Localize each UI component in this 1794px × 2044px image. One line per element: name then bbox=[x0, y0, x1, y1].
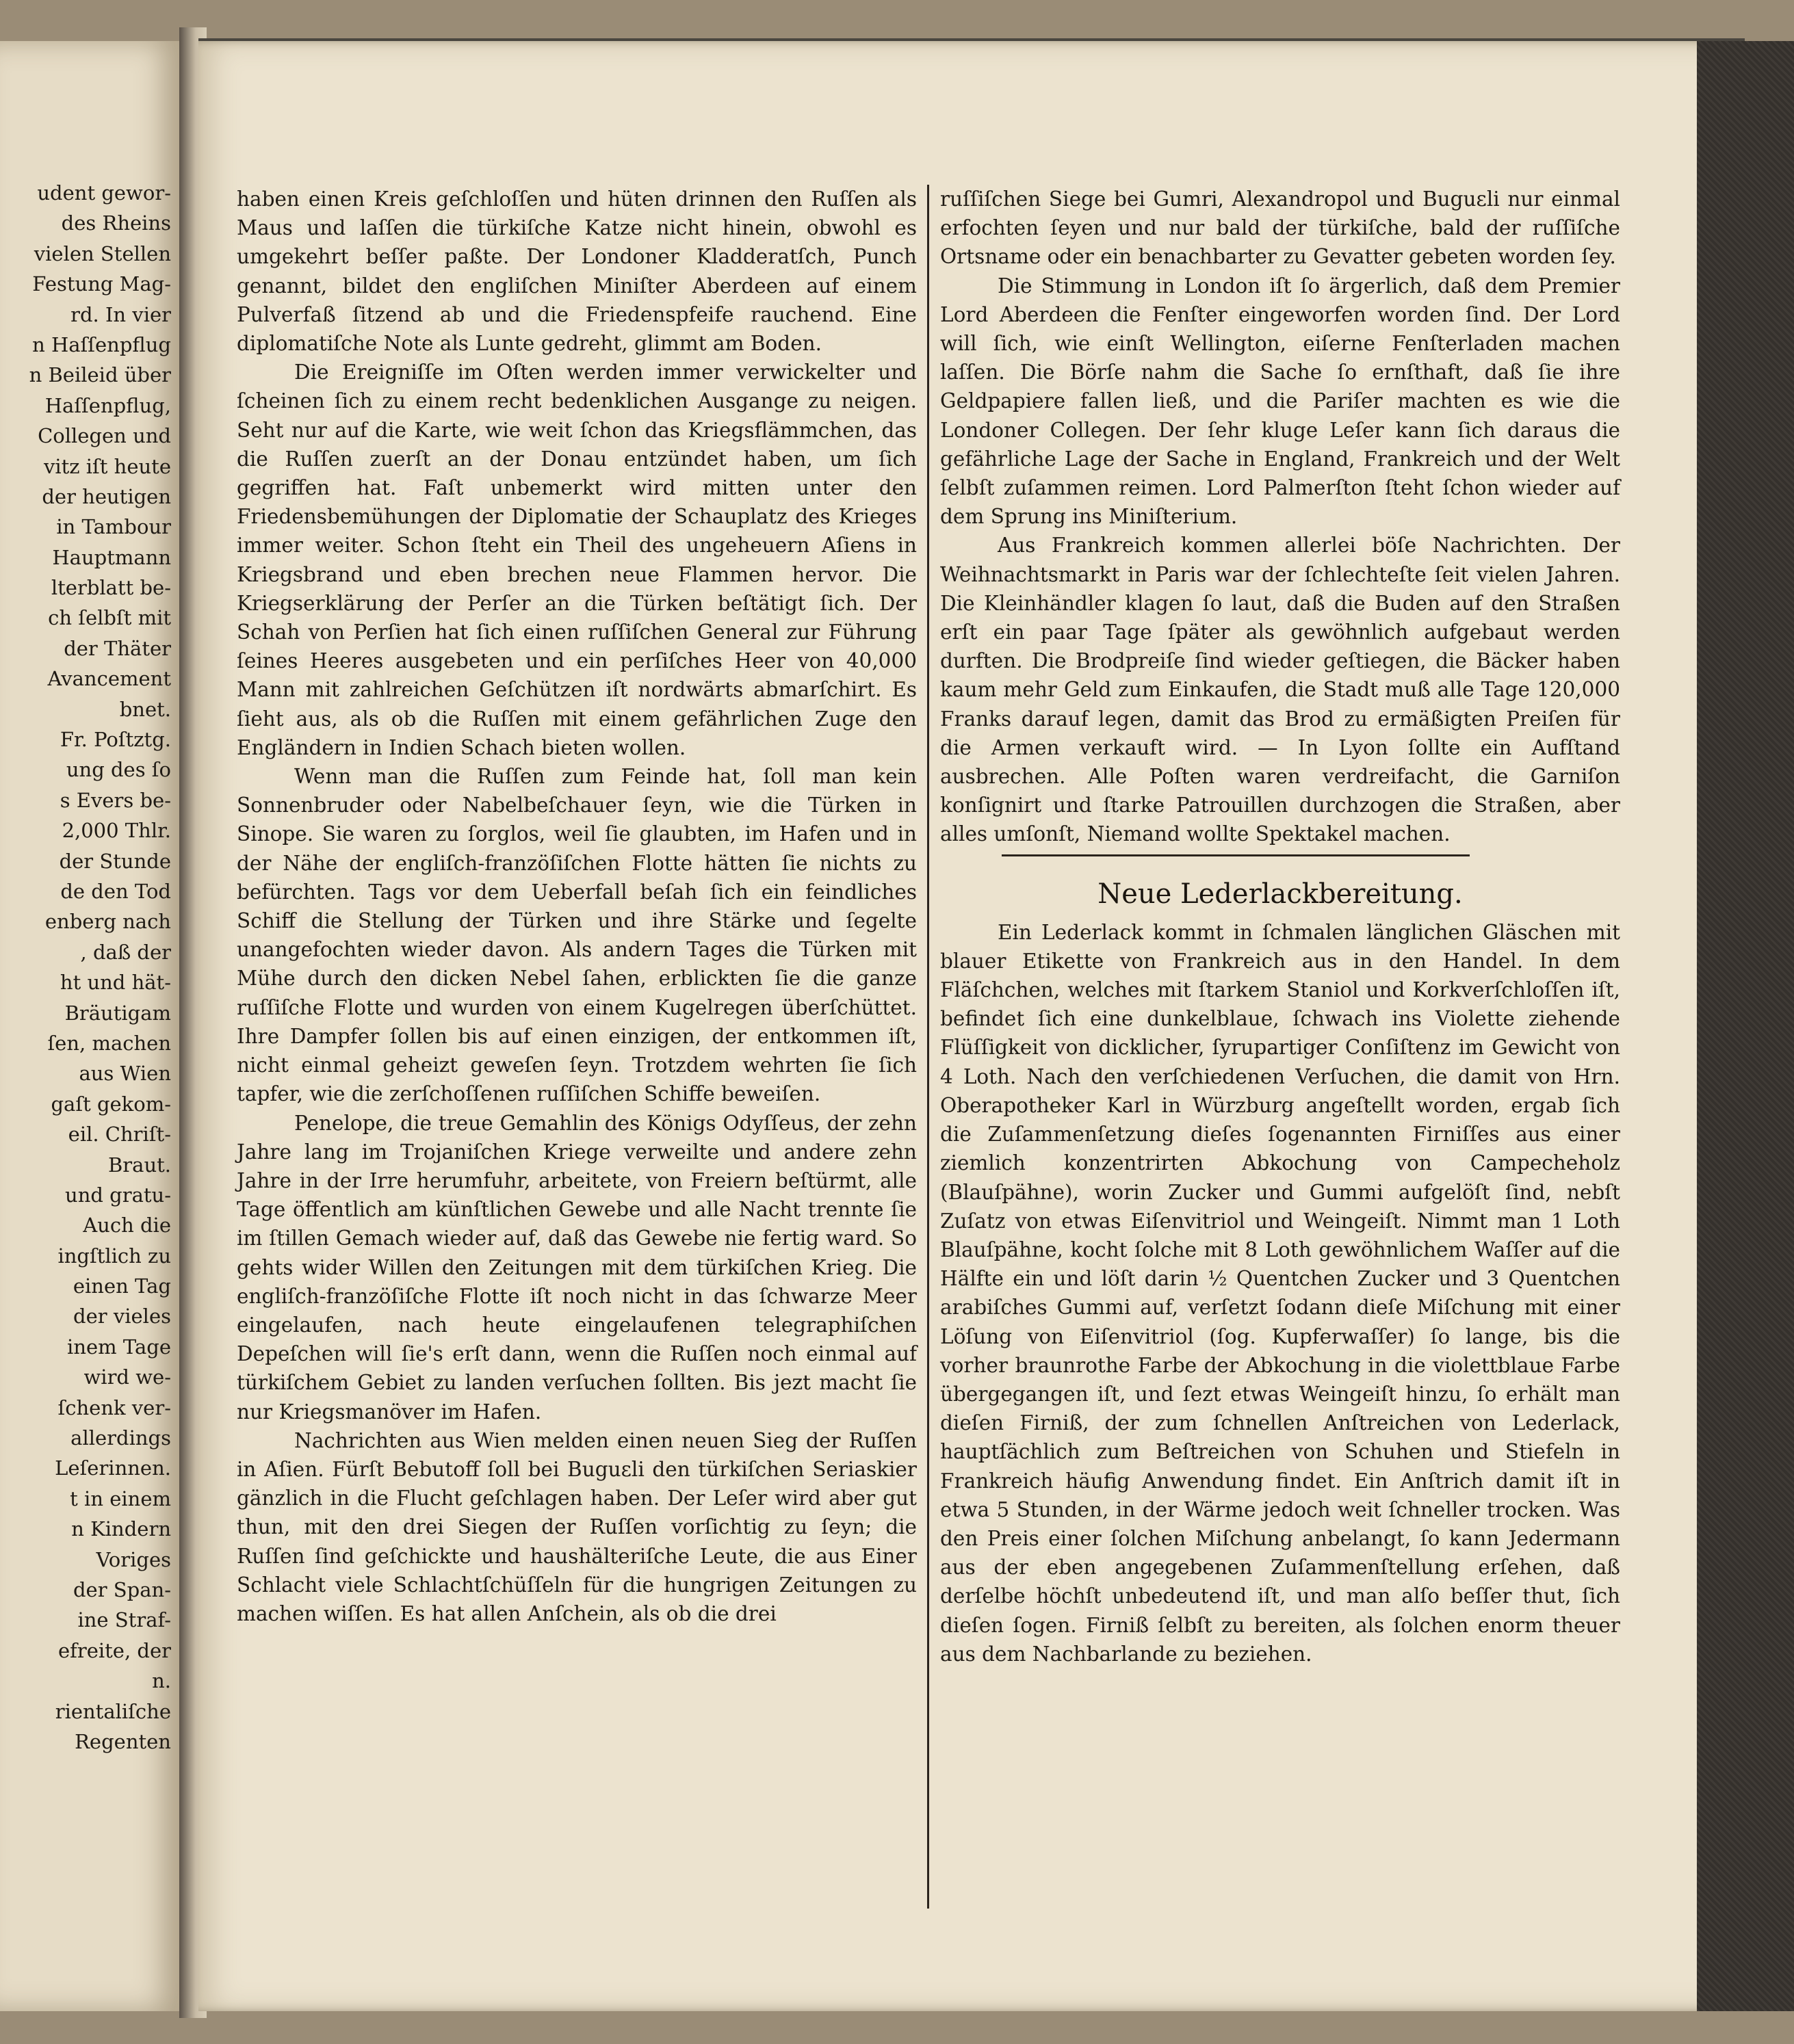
right-column-news bbox=[940, 185, 1620, 849]
left-page-line: Collegen und bbox=[38, 424, 171, 448]
left-page-line: n Kindern bbox=[71, 1517, 171, 1541]
left-facing-page bbox=[0, 41, 183, 2011]
left-page-line: bnet. bbox=[119, 697, 171, 721]
left-page-line: der Span- bbox=[73, 1577, 171, 1601]
right-text-column bbox=[940, 185, 1620, 1668]
left-page-line: Haſſenpflug, bbox=[44, 393, 171, 417]
lacquer-article bbox=[940, 918, 1620, 1668]
left-page-line: vitz iſt heute bbox=[43, 454, 171, 478]
left-page-line: der Thäter bbox=[64, 636, 171, 660]
left-page-line: Bräutigam bbox=[64, 1001, 171, 1025]
left-page-line: inem Tage bbox=[67, 1335, 171, 1359]
left-page-fragments bbox=[0, 178, 171, 1757]
left-page-line: s Evers be- bbox=[60, 788, 171, 812]
paragraph: Aus Frankreich kommen allerlei böſe Nachrichten. Der Weihnachtsmarkt in Paris war der ſchlechteſte ſeit vielen Jahren. Die Kleinhändler klagen ſo laut, daß die Buden auf den Straßen erſt ein paar Tage ſpäter als gewöhnlich aufgebaut werden durften. Die Brodpreiſe ſind wieder geſtiegen, die Bäcker haben kaum mehr Geld zum Einkaufen, die Stadt muß alle Tage 120,000 Franks darauf legen, damit das Brod zu ermäßigten Preiſen für die Armen verkauft wird. — In Lyon ſollte ein Aufſtand ausbrechen. Alle Poſten waren verdreifacht, die Garniſon konſignirt und ſtarke Patrouillen durchzogen die Straßen, aber alles umſonſt, Niemand wollte Spektakel machen. bbox=[940, 534, 1620, 846]
left-page-line: ſen, machen bbox=[47, 1031, 171, 1055]
left-page-line: eil. Chriſt- bbox=[68, 1123, 171, 1147]
left-page-line: Voriges bbox=[96, 1547, 171, 1571]
left-page-line: lterblatt be- bbox=[51, 576, 171, 600]
left-page-line: ch ſelbſt mit bbox=[48, 606, 171, 630]
left-page-line: ingſtlich zu bbox=[57, 1244, 171, 1268]
left-page-line: des Rheins bbox=[61, 211, 171, 235]
left-page-line: ine Straf- bbox=[77, 1608, 171, 1632]
left-page-line: wird we- bbox=[83, 1365, 171, 1389]
left-page-line: Regenten bbox=[75, 1729, 171, 1753]
left-page-line: udent gewor- bbox=[37, 181, 171, 205]
paragraph: Ein Lederlack kommt in ſchmalen länglichen Gläschen mit blauer Etikette von Frankreich aus in den Handel. In dem Fläſchchen, welches mit ſtarkem Staniol und Korkverſchloſſen iſt, befindet ſich eine dunkelblaue, ſchwach ins Violette ziehende Flüſſigkeit von dicklicher, ſyrupartiger Conſiſtenz im Gewicht von 4 Loth. Nach den verſchiedenen Verſuchen, die damit von Hrn. Oberapotheker Karl in Würzburg angeſtellt worden, ergab ſich die Zuſammenſetzung dieſes ſogenannten Firniſſes aus einer ziemlich konzentrirten Abkochung von Campecheholz (Blauſpähne), worin Zucker und Gummi aufgelöſt ſind, nebſt Zuſatz von etwas Eiſenvitriol und Weingeiſt. Nimmt man 1 Loth Blauſpähne, kocht ſolche mit 8 Loth gewöhnlichem Waſſer auf die Hälfte ein und löſt darin ½ Quentchen Zucker und 3 Quentchen arabiſches Gummi auf, verſetzt ſodann dieſe Miſchung mit einer Löſung von Eiſenvitriol (ſog. Kupferwaſſer) ſo lange, bis die vorher braunrothe Farbe der Abkochung in die violettblaue Farbe übergegangen iſt, und ſezt etwas Weingeiſt hinzu, ſo erhält man dieſen Firniß, der zum ſchnellen Anſtreichen von Lederlack, hauptſächlich zum Beſtreichen von Schuhen und Stiefeln in Frankreich häufig Anwendung findet. Ein Anſtrich damit iſt in etwa 5 Stunden, in der Wärme jedoch weit ſchneller trocken. Was den Preis einer ſolchen Miſchung anbelangt, ſo kann Jedermann aus der eben angegebenen Zuſammenſtellung erſehen, daß derſelbe höchſt unbedeutend iſt, und man alſo beſſer thut, ſich dieſen ſogen. Firniß ſelbſt zu bereiten, als ſolchen enorm theuer aus dem Nachbarlande zu beziehen. bbox=[940, 920, 1620, 1666]
left-page-line: ung des ſo bbox=[66, 758, 171, 782]
paragraph: Penelope, die treue Gemahlin des Königs Odyſſeus, der zehn Jahre lang im Trojaniſchen Kriege verweilte und andere zehn Jahre in der Irre herumfuhr, arbeitete, von Freiern beſtürmt, alle Tage öffentlich am künſtlichen Gewebe und alle Nacht trennte ſie im ſtillen Gemach wieder auf, daß das Gewebe nie fertig ward. So gehts wider Willen den Zeitungen mit dem türkiſchen Krieg. Die engliſch-franzöſiſche Flotte iſt noch nicht in das ſchwarze Meer eingelaufen, nach heute eingelaufenen telegraphiſchen Depeſchen will ſie's erſt dann, wenn die Ruſſen noch einmal auf türkiſchem Gebiet zu landen verſuchen ſollten. Bis jezt macht ſie nur Kriegsmanöver im Hafen. bbox=[237, 1111, 917, 1424]
left-page-line: , daß der bbox=[80, 940, 171, 964]
left-page-line: einen Tag bbox=[73, 1274, 171, 1298]
left-page-line: de den Tod bbox=[60, 879, 171, 903]
left-page-line: Hauptmann bbox=[52, 545, 171, 569]
left-page-line: aus Wien bbox=[79, 1062, 171, 1086]
left-page-line: t in einem bbox=[70, 1486, 171, 1510]
left-page-line: Fr. Poſtztg. bbox=[60, 728, 171, 752]
left-page-line: Auch die bbox=[83, 1214, 171, 1237]
paragraph: Wenn man die Ruſſen zum Feinde hat, ſoll man kein Sonnenbruder oder Nabelbeſchauer ſeyn, wie die Türken in Sinope. Sie waren zu ſorglos, weil ſie glaubten, im Hafen und in der Nähe der engliſch-franzöſiſchen Flotte hätten ſie nichts zu befürchten. Tags vor dem Ueberfall beſah ſich ein feindliches Schiff die Stellung der Türken und ihre Stärke und ſegelte unangefochten wieder davon. Als andern Tages die Türken mit Mühe durch den dicken Nebel ſahen, erblickten ſie die ganze ruſſiſche Flotte und wurden von einem Kugelregen überſchüttet. Ihre Dampfer ſollen bis auf einen einzigen, der entkommen iſt, nicht einmal geheizt geweſen ſeyn. Trotzdem wehrten ſie ſich tapfer, wie die zerſchoſſenen ruſſiſchen Schiffe beweiſen. bbox=[237, 765, 917, 1106]
left-page-line: in Tambour bbox=[56, 515, 171, 539]
left-page-line: Braut. bbox=[107, 1153, 171, 1177]
left-page-line: Festung Mag- bbox=[32, 272, 171, 296]
left-page-line: efreite, der bbox=[57, 1638, 171, 1662]
left-text-column bbox=[237, 185, 917, 1628]
left-page-line: Avancement bbox=[47, 667, 171, 691]
left-page-line: n Haſſenpflug bbox=[32, 332, 171, 356]
left-page-line: und gratu- bbox=[65, 1183, 171, 1207]
left-page-line: gaſt gekom- bbox=[51, 1092, 171, 1116]
paragraph: Die Stimmung in London iſt ſo ärgerlich, daß dem Premier Lord Aberdeen die Fenſter eingeworfen worden ſind. Der Lord will ſich, wie einſt Wellington, eiſerne Fenſterladen machen laſſen. Die Börſe nahm die Sache ſo ernſthaft, daß ſie ihre Geldpapiere fallen ließ, und die Pariſer machten es wie die Londoner Collegen. Der ſehr kluge Leſer kann ſich daraus die gefährliche Lage der Sache in England, Frankreich und der Welt ſelbſt zuſammen reimen. Lord Palmerſton ſteht ſchon wieder auf dem Sprung ins Miniſterium. bbox=[940, 274, 1620, 529]
paragraph: haben einen Kreis geſchloſſen und hüten drinnen den Ruſſen als Maus und laſſen die türkiſche Katze nicht hinein, obwohl es umgekehrt beſſer paßte. Der Londoner Kladderatſch, Punch genannt, bildet den engliſchen Miniſter Aberdeen auf einem Pulverfaß ſitzend ab und die Friedenspfeife rauchend. Eine diplomatiſche Note als Lunte gedreht, glimmt am Boden. bbox=[237, 187, 917, 356]
article-heading: Neue Lederlackbereitung. bbox=[1097, 878, 1463, 910]
left-page-line: vielen Stellen bbox=[34, 241, 171, 265]
section-divider bbox=[1002, 854, 1470, 856]
left-page-line: n Beileid über bbox=[29, 363, 171, 387]
paragraph: ruſſiſchen Siege bei Gumri, Alexandropol und Buguɛli nur einmal erfochten ſeyen und nur bald der türkiſche, bald der ruſſiſche Ortsname oder ein benachbarter zu Gevatter gebeten worden ſey. bbox=[940, 187, 1620, 269]
paragraph: Nachrichten aus Wien melden einen neuen Sieg der Ruſſen in Aſien. Fürſt Bebutoff ſoll bei Buguɛli den türkiſchen Seriaskier gänzlich in die Flucht geſchlagen haben. Der Leſer wird aber gut thun, mit den drei Siegen der Ruſſen vorſichtig zu ſeyn; die Ruſſen ſind geſchickte und haushälteriſche Leute, die aus Einer Schlacht viele Schlachtſchüſſeln für die hungrigen Zeitungen zu machen wiſſen. Es hat allen Anſchein, als ob die drei bbox=[237, 1428, 917, 1625]
left-page-line: rd. In vier bbox=[70, 302, 171, 326]
left-page-line: n. bbox=[152, 1669, 171, 1693]
left-page-line: ſchenk ver- bbox=[57, 1396, 171, 1419]
left-page-line: Leſerinnen. bbox=[55, 1456, 171, 1480]
left-page-line: der vieles bbox=[73, 1305, 171, 1328]
left-page-line: 2,000 Thlr. bbox=[62, 819, 171, 843]
left-page-line: der Stunde bbox=[59, 849, 171, 873]
left-page-line: rientaliſche bbox=[55, 1699, 171, 1723]
paragraph: Die Ereigniſſe im Oſten werden immer verwickelter und ſcheinen ſich zu einem recht bedenklichen Ausgange zu neigen. Seht nur auf die Karte, wie weit ſchon das Kriegsflämmchen, das die Ruſſen zuerſt an der Donau entzündet haben, um ſich gegriffen hat. Faſt unbemerkt wird mitten unter den Friedensbemühungen der Diplomatie der Schauplatz des Krieges immer weiter. Schon ſteht ein Theil des ungeheuern Aſiens in Kriegsbrand und eben brechen neue Flammen hervor. Die Kriegserklärung der Perſer an die Türken beſtätigt ſich. Der Schah von Perſien hat ſich einen ruſſiſchen General zur Führung ſeines Heeres ausgebeten und ein perſiſches Heer von 40,000 Mann mit zahlreichen Geſchützen iſt nordwärts abmarſchirt. Es ſieht aus, als ob die Ruſſen mit einem gefährlichen Zuge den Engländern in Indien Schach bieten wollen. bbox=[237, 361, 917, 759]
cover-board bbox=[1697, 41, 1794, 2011]
left-page-line: ht und hät- bbox=[60, 971, 171, 995]
column-rule bbox=[927, 185, 929, 1909]
left-page-line: der heutigen bbox=[42, 484, 171, 508]
left-page-line: enberg nach bbox=[44, 910, 171, 934]
left-page-line: allerdings bbox=[70, 1426, 171, 1450]
